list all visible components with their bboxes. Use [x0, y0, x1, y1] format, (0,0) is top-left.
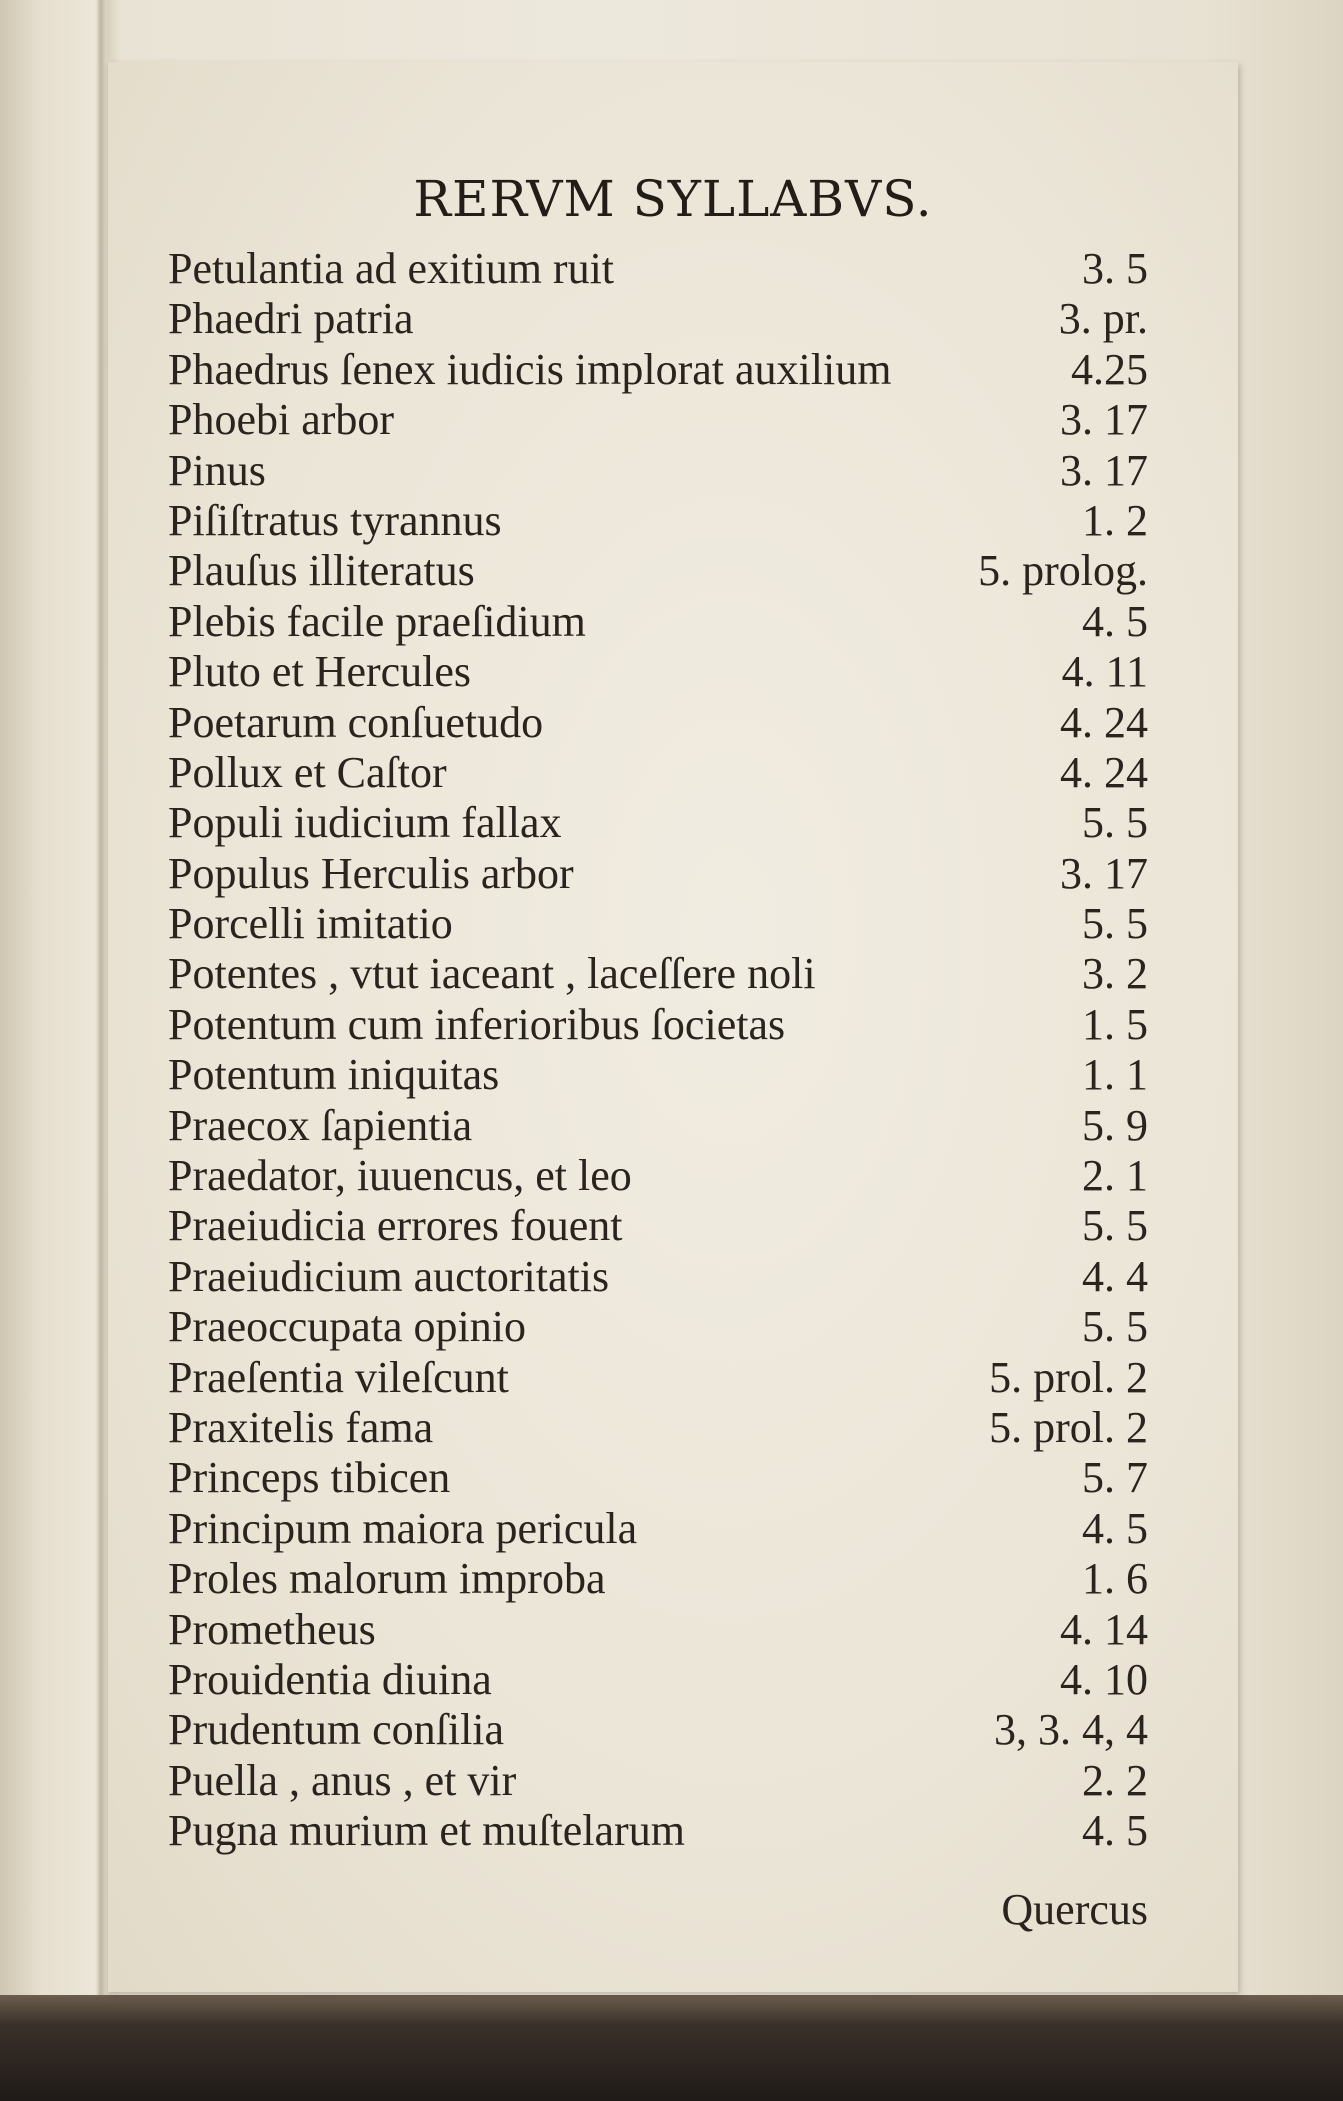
- index-entry: [168, 1554, 1148, 1604]
- index-entry: [168, 1504, 1148, 1554]
- entry-reference: 5. prolog.: [978, 546, 1148, 596]
- entry-reference: 5. 5: [1082, 1201, 1148, 1251]
- index-entry: [168, 395, 1148, 445]
- entry-term: Potentum cum inferioribus ſocietas: [168, 999, 786, 1049]
- entry-reference: 4. 10: [1060, 1654, 1148, 1704]
- index-entry: [168, 1403, 1148, 1453]
- entry-term: Populus Herculis arbor: [168, 848, 574, 898]
- entry-reference: 4. 11: [1061, 647, 1148, 697]
- index-entry: [168, 1806, 1148, 1856]
- entry-reference: 4. 14: [1060, 1604, 1148, 1654]
- index-entry: [168, 546, 1148, 596]
- entry-term: Pollux et Caſtor: [168, 747, 447, 797]
- entry-reference: 2. 1: [1082, 1151, 1148, 1201]
- index-entry: [168, 446, 1148, 496]
- entry-reference: 5. 5: [1082, 899, 1148, 949]
- index-entry: [168, 294, 1148, 344]
- entry-term: Plauſus illiteratus: [168, 546, 475, 596]
- entry-term: Praeoccupata opinio: [168, 1302, 526, 1352]
- index-entry: [168, 949, 1148, 999]
- entry-term: Pluto et Hercules: [168, 647, 472, 697]
- entry-term: Praecox ſapientia: [168, 1100, 473, 1150]
- entry-reference: 5. prol. 2: [989, 1352, 1148, 1402]
- index-entry: [168, 1151, 1148, 1201]
- index-entry: [168, 647, 1148, 697]
- entry-reference: 5. 5: [1082, 1302, 1148, 1352]
- index-entry: [168, 597, 1148, 647]
- entry-reference: 3, 3. 4, 4: [994, 1705, 1148, 1755]
- entry-reference: 5. 7: [1082, 1453, 1148, 1503]
- entry-term: Pugna murium et muſtelarum: [168, 1806, 685, 1856]
- entry-reference: 4. 5: [1082, 1503, 1148, 1553]
- entry-term: Praeſentia vileſcunt: [168, 1352, 509, 1402]
- index-entry: [168, 1000, 1148, 1050]
- entry-reference: 4. 5: [1082, 1806, 1148, 1856]
- index-entry: [168, 1252, 1148, 1302]
- index-entry: [168, 244, 1148, 294]
- entry-term: Princeps tibicen: [168, 1453, 451, 1503]
- entry-term: Prometheus: [168, 1604, 376, 1654]
- entry-term: Petulantia ad exitium ruit: [168, 244, 615, 293]
- catchword: Quercus: [1001, 1885, 1148, 1934]
- entry-reference: 5. 9: [1082, 1100, 1148, 1150]
- index-entry: [168, 1353, 1148, 1403]
- index-entry: [168, 1201, 1148, 1251]
- entry-term: Plebis facile praeſidium: [168, 596, 586, 646]
- index-entry: [168, 1302, 1148, 1352]
- entry-term: Populi iudicium fallax: [168, 798, 562, 848]
- entry-term: Puella , anus , et vir: [168, 1755, 517, 1805]
- entry-term: Proles malorum improba: [168, 1554, 606, 1604]
- entry-term: Phaedrus ſenex iudicis implorat auxilium: [168, 344, 892, 394]
- entry-term: Phaedri patria: [168, 294, 414, 344]
- entry-term: Potentum iniquitas: [168, 1050, 500, 1100]
- entry-term: Porcelli imitatio: [168, 899, 453, 949]
- entry-term: Praxitelis fama: [168, 1402, 434, 1452]
- entry-term: Praedator, iuuencus, et leo: [168, 1151, 632, 1201]
- entry-reference: 5. 5: [1082, 798, 1148, 848]
- index-entry: [168, 1655, 1148, 1705]
- entry-reference: 2. 2: [1082, 1755, 1148, 1805]
- index-page: [108, 62, 1238, 1992]
- entry-term: Piſiſtratus tyrannus: [168, 495, 502, 545]
- index-entry: [168, 1101, 1148, 1151]
- entry-reference: 1. 1: [1082, 1050, 1148, 1100]
- index-entry: [168, 1453, 1148, 1503]
- running-head: RERVM SYLLABVS.: [413, 170, 933, 228]
- index-entry: [168, 899, 1148, 949]
- index-entry: [168, 849, 1148, 899]
- index-entry: [168, 748, 1148, 798]
- entry-reference: 3. pr.: [1058, 294, 1148, 344]
- entry-reference: 4.25: [1071, 344, 1148, 394]
- index-entry: [168, 345, 1148, 395]
- entry-term: Phoebi arbor: [168, 395, 395, 445]
- entry-reference: 3. 17: [1060, 445, 1148, 495]
- entry-term: Principum maiora pericula: [168, 1503, 638, 1553]
- entry-reference: 1. 5: [1082, 999, 1148, 1049]
- entry-reference: 4. 24: [1060, 697, 1148, 747]
- entry-reference: 5. prol. 2: [989, 1402, 1148, 1452]
- entry-term: Prouidentia diuina: [168, 1654, 492, 1704]
- entry-reference: 3. 17: [1060, 848, 1148, 898]
- entry-reference: 3. 5: [1082, 244, 1148, 293]
- index-entries: [168, 244, 1148, 1857]
- entry-reference: 1. 6: [1082, 1554, 1148, 1604]
- entry-reference: 1. 2: [1082, 495, 1148, 545]
- index-entry: [168, 798, 1148, 848]
- entry-term: Prudentum conſilia: [168, 1705, 505, 1755]
- entry-term: Poetarum conſuetudo: [168, 697, 544, 747]
- entry-reference: 3. 17: [1060, 395, 1148, 445]
- index-entry: [168, 1050, 1148, 1100]
- entry-term: Praeiudicia errores fouent: [168, 1201, 623, 1251]
- book-bottom-edge: [0, 1995, 1343, 2101]
- entry-term: Pinus: [168, 445, 266, 495]
- entry-reference: 3. 2: [1082, 949, 1148, 999]
- index-entry: [168, 1756, 1148, 1806]
- entry-reference: 4. 5: [1082, 596, 1148, 646]
- index-entry: [168, 1605, 1148, 1655]
- index-entry: [168, 496, 1148, 546]
- entry-term: Praeiudicium auctoritatis: [168, 1251, 610, 1301]
- entry-term: Potentes , vtut iaceant , laceſſere noli: [168, 949, 816, 999]
- book-gutter: [96, 0, 106, 2101]
- entry-reference: 4. 24: [1060, 747, 1148, 797]
- entry-reference: 4. 4: [1082, 1251, 1148, 1301]
- index-entry: [168, 698, 1148, 748]
- index-entry: [168, 1705, 1148, 1755]
